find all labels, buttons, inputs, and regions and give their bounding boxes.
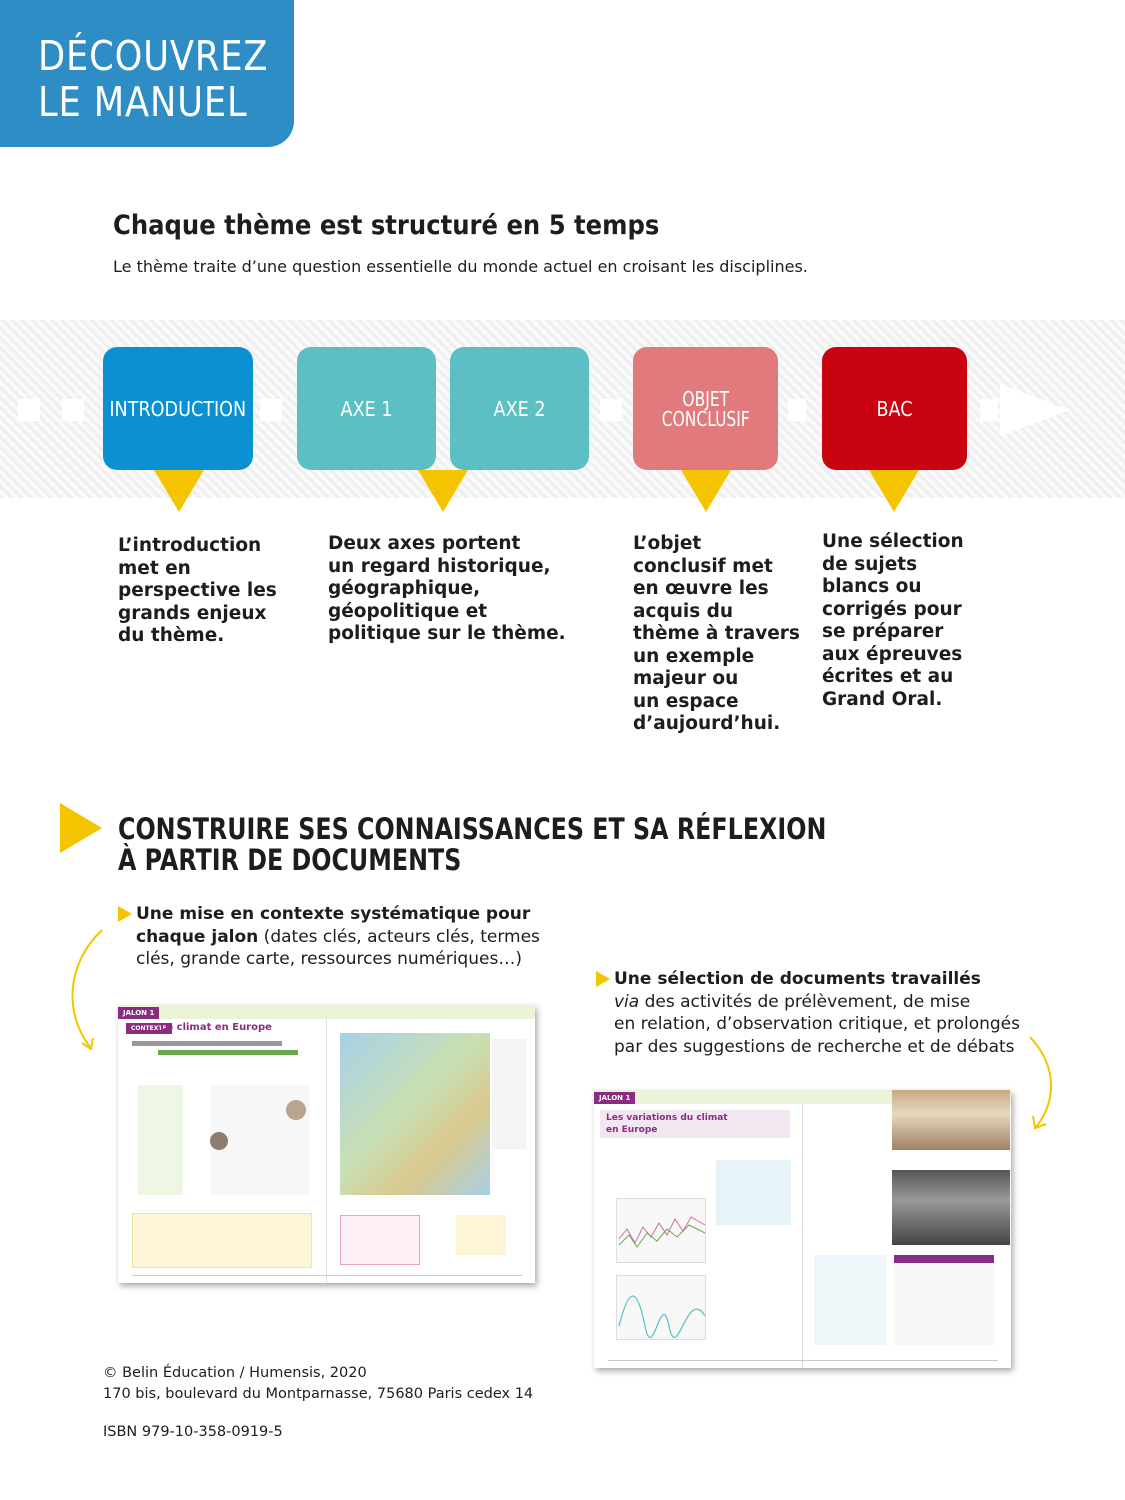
step-bac-label: BAC	[876, 396, 913, 421]
section-title-line1: CONSTRUIRE SES CONNAISSANCES ET SA RÉFLEXION	[118, 812, 827, 846]
theme-subtitle: Le thème traite d’une question essentielle du monde actuel en croisant les disciplines.	[113, 257, 808, 276]
desc-line: L’objet	[633, 533, 702, 554]
desc-line: Deux axes portent	[328, 533, 521, 554]
desc-line: majeur ou	[633, 668, 739, 689]
isbn: ISBN 979-10-358-0919-5	[103, 1424, 283, 1440]
step-introduction-label: INTRODUCTION	[109, 396, 247, 421]
mini-vocab-block	[132, 1213, 312, 1268]
mini-timeline	[158, 1050, 298, 1055]
spread1-title: Le climat en Europe	[160, 1022, 272, 1033]
mini-timeline	[132, 1041, 282, 1046]
band-dash	[980, 399, 998, 421]
step-axe-1	[297, 347, 436, 470]
description-intro	[118, 535, 277, 648]
step-introduction	[103, 347, 253, 470]
pointer-axes-icon	[418, 470, 468, 512]
mini-chart	[616, 1198, 706, 1263]
desc-line: corrigés pour	[822, 598, 962, 620]
feature1-line3: clés, grande carte, ressources numériques…)	[136, 949, 522, 969]
band-dash	[18, 399, 40, 421]
band-arrow-icon	[1000, 384, 1070, 436]
context-tag: CONTEXTE	[126, 1023, 172, 1034]
mini-photo-mountain-bw	[892, 1170, 1010, 1245]
feature2-line4: par des suggestions de recherche et de débats	[614, 1036, 1015, 1057]
feature2-italic2: via	[614, 991, 640, 1012]
copyright: © Belin Éducation / Humensis, 2020	[103, 1365, 367, 1381]
desc-line: un exemple	[633, 645, 755, 667]
address: 170 bis, boulevard du Montparnasse, 75680 Paris cedex 14	[103, 1386, 534, 1402]
desc-line: thème à travers	[633, 623, 800, 644]
feature1-bold2: chaque jalon	[136, 926, 259, 947]
feature1-bold1: Une mise en contexte systématique pour	[136, 904, 531, 924]
step-axe-1-label: AXE 1	[340, 396, 393, 421]
desc-line: d’aujourd’hui.	[633, 713, 781, 734]
spread-fold	[326, 1005, 327, 1283]
mini-chart	[616, 1275, 706, 1340]
pointer-bac-icon	[869, 470, 919, 512]
desc-line: géographique,	[328, 578, 481, 599]
desc-line: se préparer	[822, 621, 944, 642]
band-dash	[788, 399, 806, 421]
feature1-arrow-icon	[118, 906, 132, 922]
description-axes	[328, 533, 566, 646]
band-dash	[260, 399, 282, 421]
spread-footer-line	[132, 1275, 522, 1276]
section-title-line2: À PARTIR DE DOCUMENTS	[118, 843, 462, 877]
portrait-icon	[210, 1132, 228, 1150]
feature-context	[136, 903, 540, 971]
description-bac	[822, 531, 964, 711]
feature2-arrow-icon	[596, 971, 610, 987]
desc-line: grands enjeux	[118, 602, 267, 624]
mini-dates-block	[138, 1085, 183, 1195]
mini-doc-block	[716, 1160, 791, 1225]
mini-legend	[492, 1039, 526, 1149]
step-axe-2	[450, 347, 589, 470]
textbook-spread-documents	[594, 1090, 1011, 1368]
spread-fold	[802, 1090, 803, 1368]
jalon-tag: JALON 1	[118, 1007, 159, 1019]
band-dash	[62, 399, 84, 421]
band-dash	[600, 399, 622, 421]
curved-arrow-right-icon	[1018, 1032, 1068, 1132]
mini-photo-mountain-color	[892, 1090, 1010, 1150]
desc-line: du thème.	[118, 625, 225, 646]
mini-activities-block	[894, 1255, 994, 1345]
header-title-line1: DÉCOUVREZ	[38, 32, 269, 80]
feature2-bold1: Une sélection de documents travaillés	[614, 969, 981, 989]
jalon-tag: JALON 1	[594, 1092, 635, 1104]
desc-line: blancs ou	[822, 576, 922, 597]
desc-line: écrites et au	[822, 666, 954, 687]
desc-line: Une sélection	[822, 531, 964, 552]
desc-line: acquis du	[633, 600, 734, 622]
header-title-line2: LE MANUEL	[38, 78, 248, 126]
feature-documents	[614, 968, 1020, 1058]
desc-line: L’introduction	[118, 535, 262, 556]
step-objet-conclusif	[633, 347, 778, 470]
spread-header-band	[118, 1005, 535, 1019]
desc-line: géopolitique et	[328, 600, 488, 622]
desc-line: politique sur le thème.	[328, 623, 566, 644]
mini-doc-block	[814, 1255, 886, 1345]
spread2-title-line1: Les variations du climat	[606, 1113, 728, 1123]
description-objet	[633, 533, 800, 736]
desc-line: en œuvre les	[633, 578, 769, 599]
desc-line: Grand Oral.	[822, 688, 943, 710]
desc-line: aux épreuves	[822, 643, 963, 665]
header-tab	[0, 0, 294, 147]
textbook-spread-context	[118, 1005, 535, 1283]
spread2-title-line2: en Europe	[606, 1125, 658, 1135]
desc-line: met en	[118, 557, 191, 579]
desc-line: de sujets	[822, 553, 918, 575]
mini-note-block	[456, 1215, 506, 1255]
step-bac	[822, 347, 967, 470]
desc-line: conclusif met	[633, 555, 773, 577]
desc-line: un espace	[633, 690, 739, 712]
mini-resources-block	[340, 1215, 420, 1265]
desc-line: un regard historique,	[328, 555, 551, 577]
step-objet-label-line1: OBJET	[682, 386, 729, 411]
step-objet-label-line2: CONCLUSIF	[661, 406, 750, 431]
curved-arrow-left-icon	[60, 925, 120, 1055]
feature2-rest2: des activités de prélèvement, de mise	[639, 991, 971, 1012]
mini-map-europe	[340, 1033, 490, 1195]
pointer-objet-icon	[681, 470, 731, 512]
portrait-icon	[286, 1100, 306, 1120]
step-axe-2-label: AXE 2	[493, 396, 546, 421]
section-arrow-icon	[60, 803, 102, 853]
theme-title: Chaque thème est structuré en 5 temps	[113, 210, 660, 241]
pointer-intro-icon	[154, 470, 204, 512]
desc-line: perspective les	[118, 580, 277, 601]
feature2-line3: en relation, d’observation critique, et prolongés	[614, 1014, 1020, 1034]
spread-footer-line	[608, 1360, 998, 1361]
feature1-rest2: (dates clés, acteurs clés, termes	[258, 926, 540, 947]
